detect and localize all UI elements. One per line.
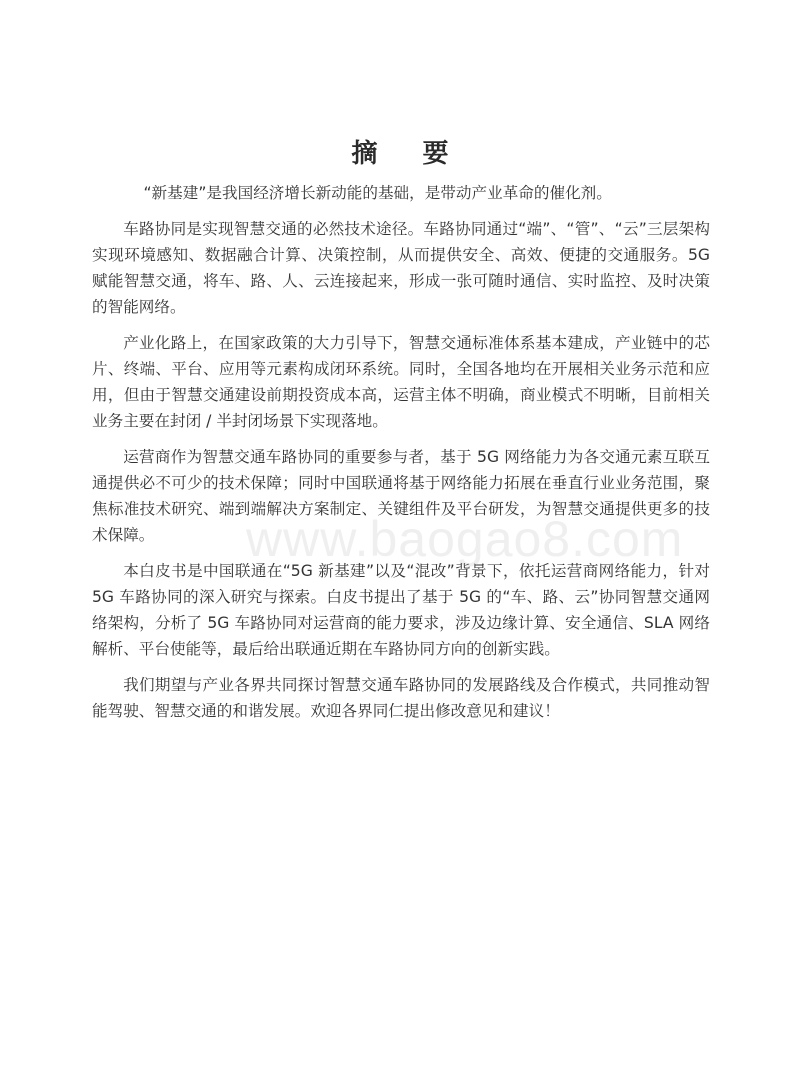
watermark: www.baogao8.com: [246, 511, 684, 567]
paragraph-5: 本白皮书是中国联通在“5G 新基建”以及“混改”背景下，依托运营商网络能力，针对 5G 车路协同的深入研究与探索。白皮书提出了基于 5G 的“车、路、云”协同智慧交通网络架构，分析了 5G 车路协同对运营商的能力要求，涉及边缘计算、安全通信、SLA 网络解析、平台使能等，最后给出联通近期在车路协同方向的创新实践。: [92, 562, 710, 658]
abstract-body: [92, 180, 710, 734]
page-title: 摘 要: [351, 139, 467, 169]
paragraph-2: 车路协同是实现智慧交通的必然技术途径。车路协同通过“端”、“管”、“云”三层架构实现环境感知、数据融合计算、决策控制，从而提供安全、高效、便捷的交通服务。5G 赋能智慧交通，将车、路、人、云连接起来，形成一张可随时通信、实时监控、及时决策的智能网络。: [92, 220, 710, 316]
paragraph-4: 运营商作为智慧交通车路协同的重要参与者，基于 5G 网络能力为各交通元素互联互通提供必不可少的技术保障；同时中国联通将基于网络能力拓展在垂直行业业务范围，聚焦标准技术研究、端到端解决方案制定、关键组件及平台研发，为智慧交通提供更多的技术保障。: [92, 448, 710, 544]
paragraph-1: “新基建”是我国经济增长新动能的基础，是带动产业革命的催化剂。: [143, 184, 612, 202]
paragraph-3: 产业化路上，在国家政策的大力引导下，智慧交通标准体系基本建成，产业链中的芯片、终端、平台、应用等元素构成闭环系统。同时，全国各地均在开展相关业务示范和应用，但由于智慧交通建设前期投资成本高，运营主体不明确，商业模式不明晰，目前相关业务主要在封闭 / 半封闭场景下实现落地。: [92, 334, 710, 430]
paragraph-6: 我们期望与产业各界共同探讨智慧交通车路协同的发展路线及合作模式，共同推动智能驾驶、智慧交通的和谐发展。欢迎各界同仁提出修改意见和建议！: [92, 676, 710, 720]
